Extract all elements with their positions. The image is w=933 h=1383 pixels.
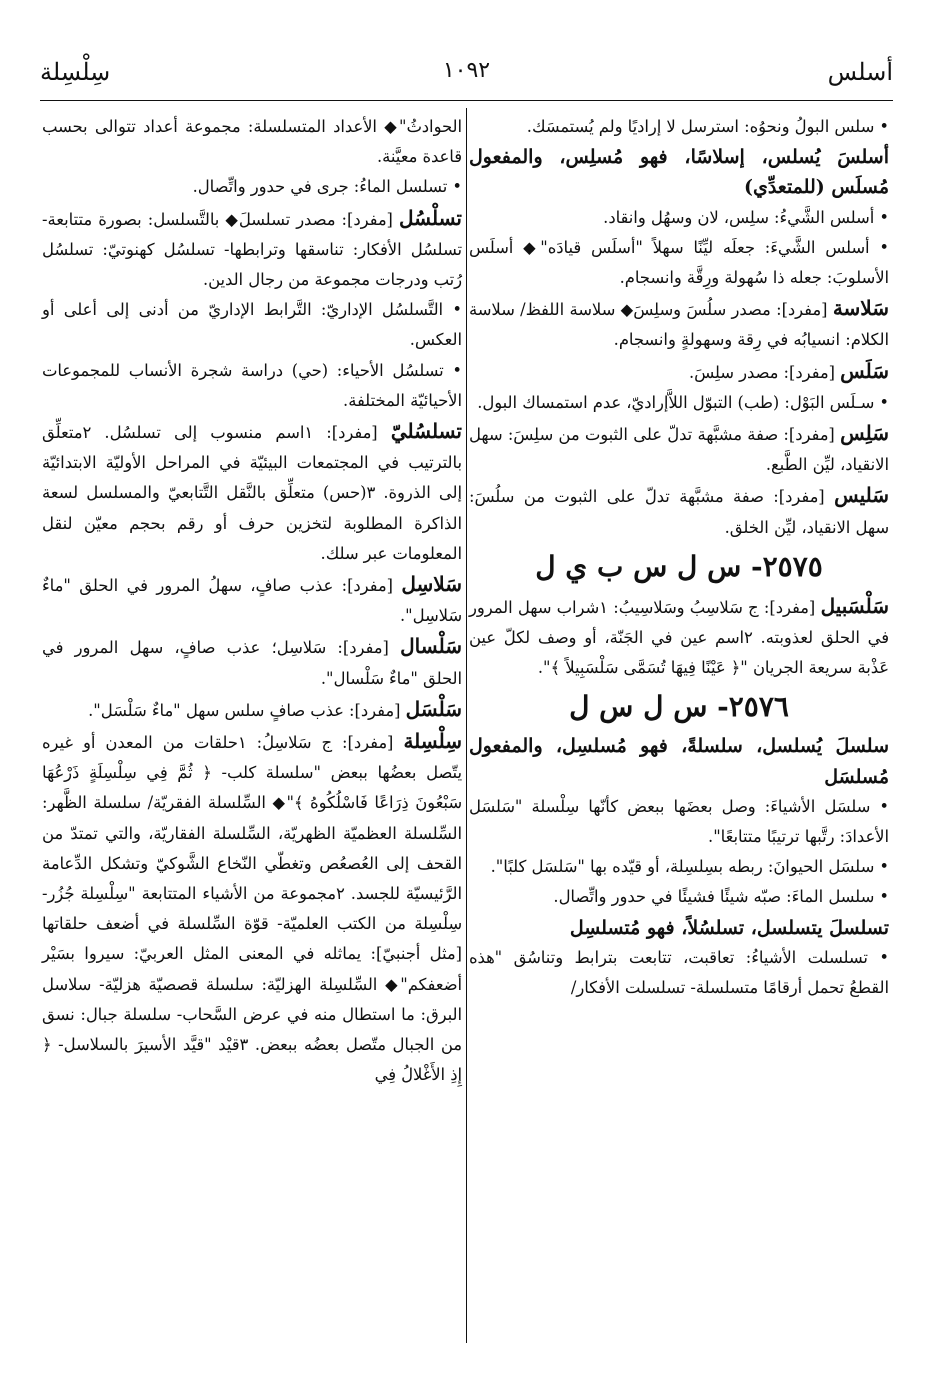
sense-paragraph: • أسلس الشَّيءُ: سلِس، لان وسهُل وانقاد. bbox=[603, 207, 889, 227]
entry-headword: سَلاسِل bbox=[401, 572, 462, 597]
sense-paragraph: • أسلس الشَّيءَ: جعلَه ليِّنًا سهلاً "أسلَس قيادَه"◆ أسلَس الأسلوبَ: جعله ذا سُهولة ورِقَّة وانسجام. bbox=[469, 237, 889, 288]
entry-definition: [مفرد]: ج سَلاسِبُ وسَلاسِيبُ: ١شراب سهل المرور في الحلق لعذوبته. ٢اسم عين في الجَنّة، أو وصف لكلّ عين عَذْبة سريعة الجريان "﴿ عَيْنًا فِيهَا تُسَمَّى سَلْسَبِيلاً ﴾". bbox=[469, 597, 889, 678]
dictionary-entry bbox=[469, 418, 889, 480]
entry-headword: تسلسُليّ bbox=[390, 419, 462, 444]
entry-headword: سَلْسَبيل bbox=[820, 593, 889, 618]
entry-definition: [مفرد]: عذب صافٍ سلس سهل "ماءٌ سَلْسَل". bbox=[88, 700, 406, 720]
sense-paragraph: • سلس البولُ ونحوُه: استرسل لا إراديًا ولم يُستمسَك. bbox=[526, 117, 889, 136]
sense-paragraph: • سـلَس البَوْل: (طب) التبوّل اللاَّإراديّ، عدم استمساك البول. bbox=[477, 392, 889, 412]
page-header bbox=[40, 58, 893, 98]
header-left-guide-word: سِلْسِلة bbox=[40, 58, 111, 86]
entry-definition: [مفرد]: عذب صافٍ، سهلُ المرور في الحلق "ماءٌ سَلاسِل". bbox=[42, 576, 462, 626]
header-rule bbox=[40, 100, 893, 101]
entry-headword: سَلاسة bbox=[832, 296, 889, 321]
dictionary-entry bbox=[42, 631, 462, 693]
sense-paragraph: • تسلسلت الأشياءُ: تعاقبت، تتابعت بترابط وتناسُق "هذه القطعُ تحمل أرقامًا متسلسلة- تسلسلت الأفكار/ bbox=[469, 947, 889, 998]
dictionary-entry bbox=[469, 293, 889, 355]
dictionary-entry bbox=[469, 356, 889, 388]
right-column bbox=[469, 112, 889, 1003]
dictionary-entry bbox=[42, 203, 462, 296]
root-section-heading: ٢٥٧٦- س ل س ل bbox=[569, 690, 789, 724]
entry-headword: سَلْسَل bbox=[405, 696, 462, 721]
verb-headword-line: سلسلَ يُسلسل، سلسلةً، فهو مُسلسِل، والمفعول مُسلسَل bbox=[469, 735, 889, 788]
entry-headword: سَلْسال bbox=[400, 634, 462, 659]
dictionary-entry bbox=[42, 569, 462, 631]
dictionary-entry bbox=[42, 694, 462, 726]
entry-definition: [مفرد]: مصدر تسلسلَ◆ بالتَّسلسل: بصورة متتابعة- تسلسُل الأفكار: تناسقها وترابطها- تسلسُل كهنوتيّ: تسلسُل رُتب ودرجات مجموعة من رجال الدين. bbox=[42, 209, 462, 290]
entry-headword: تسلْسُل bbox=[398, 205, 462, 230]
dictionary-entry bbox=[469, 480, 889, 542]
column-divider bbox=[466, 108, 467, 1343]
root-section-heading: ٢٥٧٥- س ل س ب ي ل bbox=[535, 549, 823, 583]
dictionary-entry bbox=[42, 416, 462, 569]
sense-paragraph: • تسلسُل الأحياء: (حي) دراسة شجرة الأنساب للمجموعات الأحيائيّة المختلفة. bbox=[42, 360, 462, 410]
sense-paragraph: • سلسل الماءَ: صبّه شيئًا فشيئًا في حدور واتِّصال. bbox=[553, 887, 889, 907]
entry-headword: سَلَس bbox=[840, 358, 889, 383]
entry-definition: [مفرد]: صفة مشبَّهة تدلّ على الثبوت من سلُسَ: سهل الانقياد، ليِّن الخلق. bbox=[469, 487, 889, 537]
dictionary-entry bbox=[42, 726, 462, 1090]
sense-paragraph: • سلسَل الحيوانَ: ربطه بسِلسِلة، أو قيّده بها "سَلسَل كلبًا". bbox=[490, 857, 889, 877]
entry-definition: [مفرد]: صفة مشبَّهة تدلّ على الثبوت من سلِسَ: سهل الانقياد، ليِّن الطَّبع. bbox=[469, 425, 889, 475]
sense-paragraph: • تسلسل الماءُ: جرى في حدور واتِّصال. bbox=[192, 177, 462, 197]
verb-headword-line: تسلسلَ يتسلسل، تسلسُلاً، فهو مُتسلسِل bbox=[569, 916, 889, 939]
entry-definition: [مفرد]: ج سَلاسِلُ: ١حلقات من المعدن أو غيره يتّصل بعضُها ببعض "سلسلة كلب- ﴿ ثُمَّ فِي سِلْسِلَةٍ ذَرْعُهَا سَبْعُونَ ذِرَاعًا فَاسْلُكُوهُ ﴾"◆ السِّلسلة الفقريّة/ سلسلة الظَّهر: السِّلسلة العظميّة الظهريّة، السِّلسلة الفقاريّة، والتي تمتدّ من القحف إلى العُصعُص وتغطّي النّخاع الشَّوكيّ وتشكل الدِّعامة الرَّئيسيّة للجسد. ٢مجموعة من الأشياء المتتابعة "سِلْسِلة جُزُر- سِلْسِلة من الكتب العلميّة- قوّة السِّلسلة في أضعف حلقاتها [مثل أجنبيّ]: يماثله في المعنى المثل العربيّ: سيروا بسَيْر أضعفكم"◆ السِّلسِلة الهزليّة: سلسلة قصصيّة هزليّة- سلاسل البرق: ما استطال منه في عرض السَّحاب- سلسلة جبال: نسق من الجبال متّصل بعضُه ببعض. ٣قيْد "قيَّد الأسيرَ بالسلاسل- ﴿ إِذِ الأَغْلالُ فِي bbox=[42, 733, 462, 1085]
dictionary-entry bbox=[469, 591, 889, 684]
page-number: ١٠٩٢ bbox=[442, 58, 491, 83]
sense-paragraph: • التَّسلسُل الإداريّ: التَّرابط الإداريّ من أدنى إلى أعلى أو العكس. bbox=[42, 300, 462, 350]
entry-headword: سِلْسِلة bbox=[403, 729, 463, 754]
entry-headword: سَليس bbox=[834, 483, 889, 508]
entry-definition: [مفرد]: مصدر سلُسَ وسلِسَ◆ سلاسة اللفظ/ سلاسة الكلام: انسيابُه في رِقة وسهولةٍ وانسجام. bbox=[469, 300, 889, 350]
verb-headword-line: أسلسَ يُسلس، إسلاسًا، فهو مُسلِس، والمفعول مُسلَس (للمتعدِّي) bbox=[469, 146, 889, 199]
left-column bbox=[42, 112, 462, 1091]
entry-definition: [مفرد]: سَلاسِل؛ عذب صافٍ، سهل المرور في الحلق "ماءٌ سَلْسال". bbox=[42, 638, 462, 688]
entry-headword: سَلِس bbox=[840, 421, 889, 446]
sense-paragraph: • سلسَل الأشياءَ: وصل بعضَها ببعض كأنّها سِلْسلة "سَلسَل الأعدادَ: رتَّبها ترتيبًا متتابعًا". bbox=[469, 796, 889, 847]
entry-definition: [مفرد]: مصدر سلِسَ. bbox=[688, 362, 841, 382]
sense-paragraph: الحوادثُ"◆ الأعداد المتسلسلة: مجموعة أعداد تتوالى بحسب قاعدة معيَّنة. bbox=[42, 117, 462, 167]
entry-definition: [مفرد]: ١اسم منسوب إلى تسلسُل. ٢متعلِّق بالترتيب في المجتمعات البيئيّة في المراحل الأوليّة الابتدائيّة إلى الذروة. ٣(حس) متعلِّق بالنَّقل التَّتابعيّ والمسلسل لسعة الذاكرة المطلوبة لتخزين حرف أو رقم بحجم معيّن لنقل المعلومات عبر سلك. bbox=[42, 423, 462, 563]
header-right-guide-word: أسلس bbox=[827, 58, 893, 86]
